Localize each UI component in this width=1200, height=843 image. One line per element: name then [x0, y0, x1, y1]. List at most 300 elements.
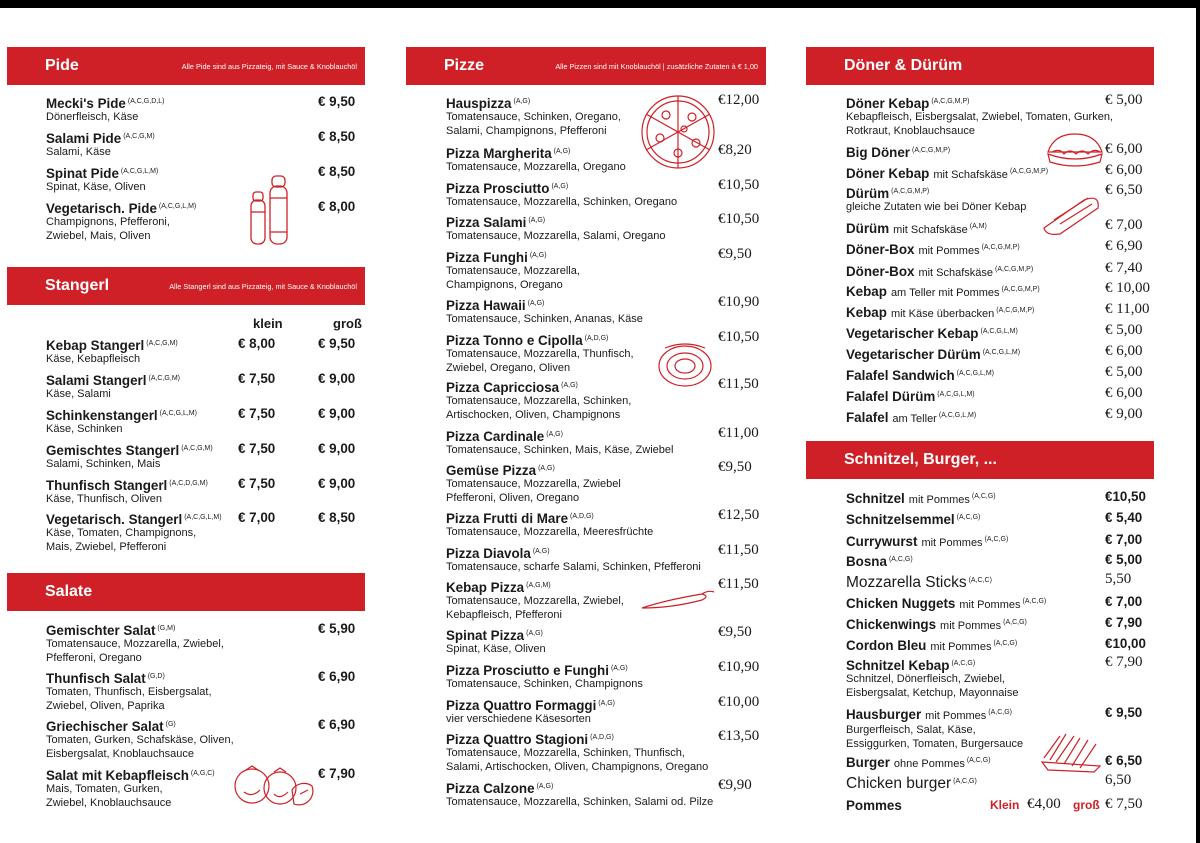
menu-item	[846, 345, 1020, 362]
menu-item	[46, 336, 178, 367]
item-name: Thunfisch Stangerl	[46, 478, 168, 493]
item-description: Tomatensauce, Mozzarella, Zwiebel, Kebapfleisch, Pfefferoni	[446, 595, 624, 621]
price-large: € 9,00	[318, 406, 356, 421]
menu-item	[446, 213, 666, 244]
item-name: Pizza Diavola	[446, 546, 531, 561]
item-price: €9,50	[718, 624, 752, 640]
item-price: €13,50	[718, 728, 760, 744]
menu-item	[846, 184, 1026, 215]
item-name: Hauspizza	[446, 96, 512, 111]
item-subtitle: mit Schafskäse	[918, 267, 994, 279]
menu-item	[846, 615, 1027, 634]
item-description: Tomatensauce, Mozzarella, Salami, Oregano	[446, 230, 666, 242]
item-description: Spinat, Käse, Oliven	[46, 181, 146, 193]
item-name: Vegetarisch. Pide	[46, 201, 157, 216]
column-header-large: groß	[333, 316, 362, 331]
item-name: Falafel Dürüm	[846, 389, 936, 404]
menu-page	[0, 8, 1196, 843]
menu-item	[846, 798, 902, 813]
item-price: €10,50	[1105, 489, 1146, 504]
menu-item	[846, 774, 977, 791]
allergen-codes: (A,C,G)	[956, 514, 981, 521]
allergen-codes: (A,C,G,M)	[148, 375, 180, 382]
item-price: € 5,90	[318, 621, 356, 636]
menu-item	[446, 427, 673, 458]
menu-item	[846, 552, 913, 569]
menu-item	[446, 94, 621, 138]
allergen-codes: (A,C,G,L,M)	[120, 168, 159, 175]
item-description: Tomaten, Thunfisch, Eisbergsalat, Zwiebel, Oliven, Paprika	[46, 686, 212, 712]
column-header-small: klein	[253, 316, 283, 331]
allergen-codes: (A,C,G,M,P)	[995, 266, 1034, 273]
item-price: € 9,50	[1105, 705, 1143, 720]
item-name: Vegetarischer Kebap	[846, 326, 979, 341]
menu-item	[46, 766, 215, 810]
price-large: € 9,00	[318, 371, 356, 386]
allergen-codes: (A,G)	[561, 382, 578, 389]
item-description: Tomatensauce, Mozzarella, Meeresfrüchte	[446, 526, 654, 538]
french-fries-icon	[1040, 728, 1104, 774]
item-price: € 8,00	[318, 199, 356, 214]
item-name: Pizza Margherita	[446, 146, 552, 161]
price-small: € 7,50	[238, 371, 276, 386]
menu-item	[446, 144, 626, 175]
item-name: Pizza Prosciutto	[446, 181, 550, 196]
menu-item	[846, 282, 1040, 301]
item-name: Falafel	[846, 410, 889, 425]
item-name: Chickenwings	[846, 617, 937, 632]
item-price: € 5,00	[1105, 92, 1143, 108]
item-price: € 6,00	[1105, 385, 1143, 401]
stangerl-banner	[7, 267, 365, 305]
price-small: € 7,50	[238, 476, 276, 491]
menu-item	[46, 476, 208, 507]
allergen-codes: (A,C,G,M)	[123, 133, 155, 140]
menu-item	[446, 509, 653, 540]
menu-item	[846, 510, 980, 527]
allergen-codes: (A,C,G,M,P)	[1009, 168, 1049, 175]
item-name: Pizza Tonno e Cipolla	[446, 333, 583, 348]
item-description: Käse, Kebapfleisch	[46, 353, 141, 365]
allergen-codes: (A,C,G,L,M)	[937, 391, 975, 398]
item-name: Burger	[846, 755, 890, 770]
menu-item	[446, 296, 643, 327]
item-name: Döner Kebap	[846, 96, 930, 111]
allergen-codes: (A,G)	[598, 700, 616, 707]
item-name: Kebap Stangerl	[46, 338, 145, 353]
menu-item	[446, 461, 621, 505]
item-price: €8,20	[718, 142, 752, 158]
menu-item	[446, 626, 546, 657]
item-name: Mecki's Pide	[46, 96, 126, 111]
item-price: € 7,90	[318, 766, 356, 781]
salate-title: Salate	[45, 583, 93, 600]
item-price: €10,50	[718, 211, 760, 227]
menu-item	[446, 730, 708, 774]
item-description: Käse, Tomaten, Champignons, Mais, Zwiebel, Pfefferoni	[46, 527, 197, 553]
item-subtitle: mit Schafskäse	[933, 169, 1008, 181]
allergen-codes: (A,G)	[538, 465, 555, 472]
menu-item	[446, 378, 631, 422]
item-description: vier verschiedene Käsesorten	[446, 713, 591, 725]
item-name: Kebap	[846, 305, 887, 320]
menu-item	[846, 656, 1018, 700]
pide-note: Alle Pide sind aus Pizzateig, mit Sauce & Knoblauchöl	[181, 61, 357, 71]
item-name: Pizza Quattro Stagioni	[446, 732, 589, 747]
allergen-codes: (A,C,G,L,M)	[184, 514, 222, 521]
item-subtitle: mit Pommes	[930, 641, 992, 653]
item-name: Kebap	[846, 284, 887, 299]
item-name: Pizza Calzone	[446, 781, 535, 796]
item-name: Bosna	[846, 554, 887, 569]
item-name: Döner-Box	[846, 242, 915, 257]
item-name: Mozzarella Sticks	[846, 574, 967, 591]
item-description: Käse, Thunfisch, Oliven	[46, 493, 162, 505]
menu-item	[846, 532, 1008, 551]
allergen-codes: (A,G,C)	[190, 770, 215, 777]
allergen-codes: (A,D,G)	[590, 734, 614, 741]
item-price: € 5,00	[1105, 322, 1143, 338]
item-name: Pizza Salami	[446, 215, 527, 230]
item-price: € 6,00	[1105, 343, 1143, 359]
item-subtitle: am Teller	[892, 413, 937, 425]
item-description: Tomatensauce, Mozzarella, Schinken, Artischocken, Oliven, Champignons	[446, 395, 632, 421]
item-description: Salami, Schinken, Mais	[46, 458, 161, 470]
allergen-codes: (A,C,G,M,P)	[1001, 286, 1040, 293]
price-small: € 7,50	[238, 441, 276, 456]
allergen-codes: (A,C,D,G,M)	[169, 480, 208, 487]
pommes-large-label: groß	[1073, 798, 1100, 812]
item-subtitle: mit Käse überbacken	[890, 308, 995, 320]
item-name: Schinkenstangerl	[46, 408, 158, 423]
item-name: Salami Pide	[46, 131, 122, 146]
item-name: Cordon Bleu	[846, 638, 927, 653]
item-price: €12,00	[718, 92, 760, 108]
item-description: Tomatensauce, Mozzarella, Zwiebel, Pfefferoni, Oregano	[46, 638, 224, 664]
item-price: €12,50	[718, 507, 760, 523]
allergen-codes: (A,G)	[513, 98, 531, 105]
allergen-codes: (A,M)	[969, 223, 987, 230]
menu-item	[46, 406, 197, 437]
item-name: Vegetarisch. Stangerl	[46, 512, 183, 527]
menu-item	[846, 164, 1048, 183]
item-price: € 7,50	[1105, 796, 1143, 812]
allergen-codes: (A,G)	[532, 548, 550, 555]
item-price: €9,50	[718, 459, 752, 475]
onion-icon	[655, 338, 715, 390]
menu-item	[446, 578, 624, 622]
item-price: 5,50	[1105, 571, 1132, 587]
menu-item	[446, 661, 643, 692]
pommes-small-label: Klein	[990, 798, 1020, 812]
menu-item	[846, 594, 1046, 613]
item-price: € 11,00	[1105, 301, 1150, 317]
allergen-codes: (A,G)	[528, 217, 546, 224]
menu-item	[46, 199, 196, 243]
allergen-codes: (A,C,G)	[993, 640, 1018, 647]
menu-item	[46, 717, 234, 761]
item-name: Thunfisch Salat	[46, 671, 146, 686]
item-name: Gemischter Salat	[46, 623, 156, 638]
price-small: € 7,00	[238, 510, 276, 525]
allergen-codes: (A,C,G)	[953, 778, 977, 785]
allergen-codes: (A,G)	[526, 630, 543, 637]
item-name: Spinat Pide	[46, 166, 119, 181]
allergen-codes: (A,C,G,M,P)	[996, 307, 1035, 314]
item-name: Salami Stangerl	[46, 373, 147, 388]
item-description: Tomatensauce, Mozzarella, Schinken, Thunfisch, Salami, Artischocken, Oliven, Champignons, Oregano	[446, 747, 709, 773]
item-price: € 6,00	[1105, 141, 1143, 157]
item-price: €11,50	[718, 576, 759, 592]
item-description: Tomatensauce, Schinken, Oregano, Salami, Champignons, Pfefferoni	[446, 111, 621, 137]
item-subtitle: mit Pommes	[921, 537, 983, 549]
menu-item	[846, 366, 994, 383]
item-price: € 7,90	[1105, 654, 1143, 670]
item-price: € 7,90	[1105, 615, 1143, 630]
allergen-codes: (A,C,G,M,P)	[931, 98, 970, 105]
pizza-icon	[638, 93, 718, 171]
item-name: Döner Kebap	[846, 166, 930, 181]
menu-item	[846, 705, 1023, 751]
menu-item	[846, 489, 996, 508]
salt-pepper-shakers-icon	[243, 166, 295, 248]
item-price: € 6,50	[1105, 182, 1143, 198]
stangerl-note: Alle Stangerl sind aus Pizzateig, mit Sauce & Knoblauchöl	[169, 281, 357, 291]
item-description: Mais, Tomaten, Gurken, Zwiebel, Knoblauchsauce	[46, 783, 172, 809]
item-description: Tomaten, Gurken, Schafskäse, Oliven, Eisbergsalat, Knoblauchsauce	[46, 734, 234, 760]
item-price: € 6,50	[1105, 753, 1143, 768]
menu-item	[846, 408, 976, 427]
allergen-codes: (A,G,M)	[526, 582, 551, 589]
item-name: Hausburger	[846, 707, 922, 722]
item-name: Pizza Hawaii	[446, 298, 526, 313]
item-subtitle: mit Pommes	[908, 494, 970, 506]
item-subtitle: mit Pommes	[959, 599, 1021, 611]
menu-item	[446, 779, 713, 810]
menu-item	[446, 696, 615, 727]
item-price: € 6,00	[1105, 162, 1143, 178]
stangerl-title: Stangerl	[45, 277, 110, 294]
menu-item	[846, 303, 1034, 322]
allergen-codes: (A,C,G)	[966, 757, 991, 764]
menu-item	[846, 324, 1018, 341]
item-name: Pommes	[846, 798, 902, 813]
item-description: Tomatensauce, Mozzarella, Zwiebel Pfefferoni, Oliven, Oregano	[446, 478, 621, 504]
item-name: Pizza Capricciosa	[446, 380, 560, 395]
schnitzel-title: Schnitzel, Burger, ...	[844, 451, 997, 468]
allergen-codes: (A,D,G)	[584, 335, 609, 342]
menu-item	[846, 219, 987, 238]
menu-item	[446, 248, 580, 292]
item-price: €11,50	[718, 542, 759, 558]
item-subtitle: am Teller mit Pommes	[890, 287, 1000, 299]
allergen-codes: (A,C,G,M,P)	[981, 244, 1020, 251]
pommes-small-price: €4,00	[1027, 796, 1061, 812]
allergen-codes: (A,C,G)	[888, 556, 913, 563]
item-subtitle: mit Schafskäse	[893, 224, 968, 236]
allergen-codes: (A,C,G,M,P)	[891, 188, 930, 195]
allergen-codes: (A,G)	[527, 300, 545, 307]
salate-banner	[7, 573, 365, 611]
pide-title: Pide	[45, 57, 79, 74]
allergen-codes: (A,D,G)	[570, 513, 594, 520]
item-price: 6,50	[1105, 772, 1132, 788]
allergen-codes: (G,M)	[157, 625, 176, 632]
price-large: € 9,50	[318, 336, 356, 351]
price-large: € 9,00	[318, 441, 356, 456]
item-description: Tomatensauce, Schinken, Champignons	[446, 678, 643, 690]
pizze-banner	[406, 47, 766, 85]
chili-pepper-icon	[636, 586, 716, 616]
price-large: € 8,50	[318, 510, 356, 525]
item-price: € 7,00	[1105, 217, 1143, 233]
menu-item	[46, 441, 213, 472]
item-name: Schnitzel Kebap	[846, 658, 950, 673]
menu-item	[846, 262, 1033, 281]
item-description: Burgerfleisch, Salat, Käse, Essiggurken, Tomaten, Burgersauce	[846, 724, 1024, 750]
item-name: Döner-Box	[846, 264, 915, 279]
item-description: Tomatensauce, Mozzarella, Schinken, Salami od. Pilze	[446, 796, 714, 808]
pizze-title: Pizze	[444, 57, 485, 74]
item-description: Tomatensauce, Mozzarella, Schinken, Oregano	[446, 196, 678, 208]
item-price: €10,00	[1105, 636, 1146, 651]
menu-item	[846, 573, 992, 590]
menu-item	[846, 94, 1113, 138]
item-name: Gemischtes Stangerl	[46, 443, 180, 458]
item-price: €9,50	[718, 246, 752, 262]
item-description: Tomatensauce, Mozzarella, Oregano	[446, 161, 626, 173]
item-price: € 6,90	[318, 717, 356, 732]
item-price: € 9,50	[318, 94, 356, 109]
item-name: Chicken burger	[846, 775, 952, 792]
item-price: € 5,00	[1105, 364, 1143, 380]
item-name: Currywurst	[846, 534, 918, 549]
item-description: Tomatensauce, Schinken, Ananas, Käse	[446, 313, 643, 325]
item-description: Dönerfleisch, Käse	[46, 111, 139, 123]
allergen-codes: (A,C,G)	[984, 536, 1009, 543]
item-description: Schnitzel, Dönerfleisch, Zwiebel, Eisbergsalat, Ketchup, Mayonnaise	[846, 673, 1019, 699]
doener-banner	[806, 47, 1154, 85]
item-name: Schnitzelsemmel	[846, 512, 955, 527]
item-name: Pizza Prosciutto e Funghi	[446, 663, 609, 678]
schnitzel-banner	[806, 441, 1154, 479]
allergen-codes: (A,C,G,L,M)	[956, 370, 994, 377]
pizze-note: Alle Pizzen sind mit Knoblauchöl | zusätzliche Zutaten à € 1,00	[555, 61, 758, 71]
item-name: Chicken Nuggets	[846, 596, 956, 611]
item-name: Pizza Frutti di Mare	[446, 511, 569, 526]
item-price: €10,00	[718, 694, 760, 710]
item-price: €10,50	[718, 177, 760, 193]
item-price: € 9,00	[1105, 406, 1143, 422]
allergen-codes: (A,C,G,L,M)	[159, 410, 197, 417]
item-name: Pizza Quattro Formaggi	[446, 698, 597, 713]
item-description: Tomatensauce, scharfe Salami, Schinken, Pfefferoni	[446, 561, 701, 573]
allergen-codes: (A,C,C)	[968, 577, 992, 584]
item-name: Big Döner	[846, 145, 910, 160]
allergen-codes: (A,G)	[529, 252, 547, 259]
item-name: Salat mit Kebapfleisch	[46, 768, 189, 783]
item-description: Käse, Schinken	[46, 423, 123, 435]
item-name: Dürüm	[846, 221, 890, 236]
allergen-codes: (A,C,G,M)	[146, 340, 178, 347]
item-description: Tomatensauce, Schinken, Mais, Käse, Zwiebel	[446, 444, 674, 456]
item-price: €11,00	[718, 425, 759, 441]
allergen-codes: (A,G)	[551, 183, 569, 190]
tomatoes-icon	[230, 760, 316, 808]
doener-title: Döner & Dürüm	[844, 57, 963, 74]
item-description: Käse, Salami	[46, 388, 111, 400]
item-price: €10,90	[718, 294, 760, 310]
menu-item	[846, 636, 1017, 655]
allergen-codes: (A,C,G)	[1003, 619, 1027, 626]
item-name: Pizza Funghi	[446, 250, 528, 265]
item-description: Champignons, Pfefferoni, Zwiebel, Mais, Oliven	[46, 216, 170, 242]
allergen-codes: (G)	[165, 721, 176, 728]
allergen-codes: (A,C,G)	[988, 709, 1013, 716]
menu-item	[446, 179, 677, 210]
menu-item	[46, 510, 222, 554]
menu-item	[46, 94, 164, 125]
allergen-codes: (A,C,G,L,M)	[982, 349, 1021, 356]
item-name: Gemüse Pizza	[446, 463, 537, 478]
item-price: € 5,00	[1105, 552, 1143, 567]
pide-banner	[7, 47, 365, 85]
item-name: Vegetarischer Dürüm	[846, 347, 981, 362]
item-description: gleiche Zutaten wie bei Döner Kebap	[846, 201, 1027, 213]
price-large: € 9,00	[318, 476, 356, 491]
item-subtitle: ohne Pommes	[893, 758, 965, 770]
item-subtitle: mit Pommes	[918, 245, 980, 257]
allergen-codes: (A,G)	[610, 665, 628, 672]
price-small: € 7,50	[238, 406, 276, 421]
menu-item	[46, 621, 224, 665]
item-description: Tomatensauce, Mozzarella, Champignons, Oregano	[446, 265, 580, 291]
item-price: € 10,00	[1105, 280, 1150, 296]
item-subtitle: mit Pommes	[925, 710, 987, 722]
item-price: € 7,00	[1105, 594, 1143, 609]
item-name: Griechischer Salat	[46, 719, 164, 734]
allergen-codes: (A,C,G)	[1022, 598, 1047, 605]
item-description: Salami, Käse	[46, 146, 111, 158]
item-name: Kebap Pizza	[446, 580, 525, 595]
menu-item	[846, 143, 950, 160]
menu-item	[446, 331, 634, 375]
allergen-codes: (A,C,G,L,M)	[158, 203, 197, 210]
menu-item	[446, 544, 701, 575]
allergen-codes: (A,G)	[536, 783, 554, 790]
item-description: Spinat, Käse, Oliven	[446, 643, 546, 655]
allergen-codes: (A,G)	[546, 431, 563, 438]
item-price: €9,90	[718, 777, 752, 793]
menu-item	[46, 371, 180, 402]
allergen-codes: (A,C,G,D,L)	[127, 98, 165, 105]
allergen-codes: (A,C,G,M,P)	[911, 147, 951, 154]
item-price: € 6,90	[318, 669, 356, 684]
item-description: Kebapfleisch, Eisbergsalat, Zwiebel, Tomaten, Gurken, Rotkraut, Knoblauchsauce	[846, 111, 1113, 137]
allergen-codes: (A,G)	[553, 148, 571, 155]
item-price: € 6,90	[1105, 238, 1143, 254]
item-price: €11,50	[718, 376, 759, 392]
item-name: Schnitzel	[846, 491, 905, 506]
item-price: € 7,40	[1105, 260, 1143, 276]
allergen-codes: (A,C,G,M)	[181, 445, 213, 452]
allergen-codes: (G,D)	[147, 673, 165, 680]
menu-item	[46, 129, 155, 160]
item-name: Spinat Pizza	[446, 628, 525, 643]
item-price: € 5,40	[1105, 510, 1143, 525]
item-subtitle: mit Pommes	[940, 620, 1002, 632]
price-small: € 8,00	[238, 336, 276, 351]
